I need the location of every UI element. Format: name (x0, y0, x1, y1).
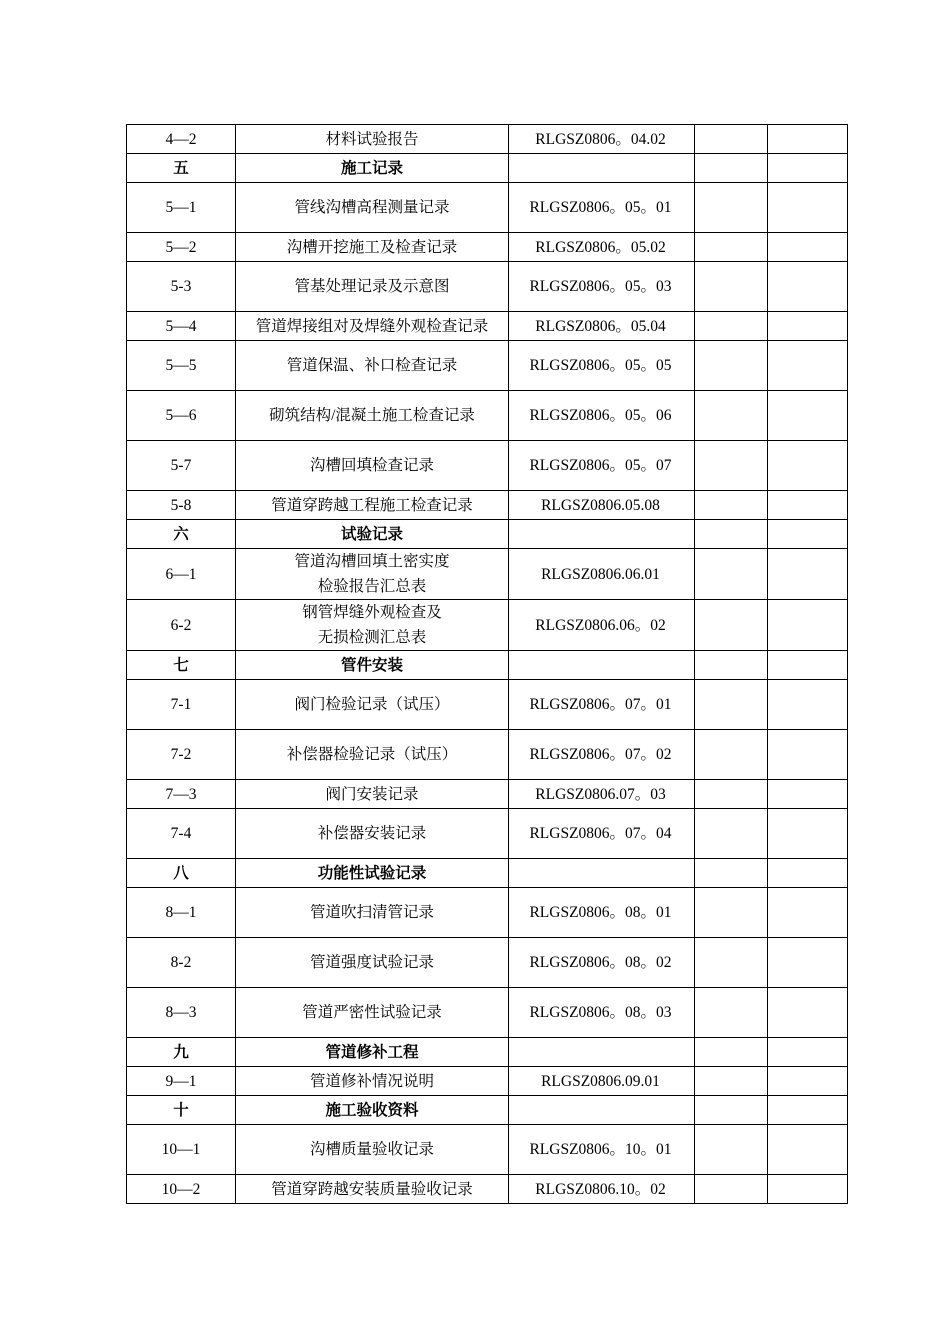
document-code: RLGSZ0806.06.01 (509, 549, 695, 600)
blank-cell-4 (695, 549, 768, 600)
item-name: 管道修补情况说明 (236, 1067, 509, 1096)
blank-cell-4 (695, 809, 768, 859)
section-header-row (127, 1096, 848, 1125)
item-name: 管道穿跨越工程施工检查记录 (236, 491, 509, 520)
item-number: 6-2 (127, 600, 236, 651)
section-number: 六 (127, 520, 236, 549)
item-number: 8—3 (127, 988, 236, 1038)
document-code: RLGSZ0806。05。07 (509, 441, 695, 491)
table-row (127, 600, 848, 651)
item-number: 5—2 (127, 233, 236, 262)
blank-cell-4 (695, 730, 768, 780)
item-number: 6—1 (127, 549, 236, 600)
document-code: RLGSZ0806。04.02 (509, 125, 695, 154)
blank-cell-4 (695, 938, 768, 988)
blank-cell-5 (768, 183, 848, 233)
document-code: RLGSZ0806。05。01 (509, 183, 695, 233)
blank-cell-4 (695, 233, 768, 262)
blank-cell-4 (695, 680, 768, 730)
blank-cell-5 (768, 1125, 848, 1175)
blank-cell-4 (695, 125, 768, 154)
table-row (127, 809, 848, 859)
item-name-line-2: 检验报告汇总表 (317, 578, 427, 595)
item-number: 5-3 (127, 262, 236, 312)
blank-cell-5 (768, 341, 848, 391)
table-row (127, 125, 848, 154)
item-name: 管道穿跨越安装质量验收记录 (236, 1175, 509, 1204)
item-number: 7-2 (127, 730, 236, 780)
item-number: 8—1 (127, 888, 236, 938)
document-code (509, 1096, 695, 1125)
blank-cell-5 (768, 1096, 848, 1125)
blank-cell-4 (695, 491, 768, 520)
table-row (127, 1125, 848, 1175)
item-name: 沟槽开挖施工及检查记录 (236, 233, 509, 262)
blank-cell-4 (695, 341, 768, 391)
section-header-row (127, 520, 848, 549)
section-title: 管道修补工程 (236, 1038, 509, 1067)
document-code: RLGSZ0806。05。05 (509, 341, 695, 391)
blank-cell-4 (695, 391, 768, 441)
blank-cell-4 (695, 600, 768, 651)
item-number: 7-1 (127, 680, 236, 730)
item-number: 10—2 (127, 1175, 236, 1204)
table-row (127, 341, 848, 391)
blank-cell-5 (768, 988, 848, 1038)
document-code: RLGSZ0806。08。01 (509, 888, 695, 938)
item-name: 管线沟槽高程测量记录 (236, 183, 509, 233)
blank-cell-4 (695, 183, 768, 233)
table-row (127, 888, 848, 938)
section-number: 九 (127, 1038, 236, 1067)
section-number: 五 (127, 154, 236, 183)
section-number: 十 (127, 1096, 236, 1125)
blank-cell-5 (768, 1175, 848, 1204)
item-number: 7-4 (127, 809, 236, 859)
table-row (127, 1067, 848, 1096)
blank-cell-4 (695, 441, 768, 491)
table-row (127, 233, 848, 262)
section-title: 功能性试验记录 (236, 859, 509, 888)
document-code (509, 1038, 695, 1067)
table-row (127, 988, 848, 1038)
document-code (509, 651, 695, 680)
document-code: RLGSZ0806。05.04 (509, 312, 695, 341)
item-name-line-1: 管道沟槽回填土密实度 (294, 553, 450, 570)
blank-cell-5 (768, 549, 848, 600)
blank-cell-4 (695, 780, 768, 809)
document-code: RLGSZ0806.10。02 (509, 1175, 695, 1204)
blank-cell-5 (768, 780, 848, 809)
item-number: 4—2 (127, 125, 236, 154)
blank-cell-5 (768, 1067, 848, 1096)
section-title: 施工记录 (236, 154, 509, 183)
item-name: 管道吹扫清管记录 (236, 888, 509, 938)
document-code (509, 154, 695, 183)
document-code: RLGSZ0806。08。03 (509, 988, 695, 1038)
item-number: 9—1 (127, 1067, 236, 1096)
table-row (127, 938, 848, 988)
item-name-line-2: 无损检测汇总表 (317, 629, 427, 646)
document-code: RLGSZ0806。07。04 (509, 809, 695, 859)
section-number: 八 (127, 859, 236, 888)
blank-cell-5 (768, 491, 848, 520)
blank-cell-4 (695, 154, 768, 183)
blank-cell-5 (768, 262, 848, 312)
index-table (126, 124, 848, 1204)
item-number: 5-7 (127, 441, 236, 491)
blank-cell-5 (768, 391, 848, 441)
table-row (127, 312, 848, 341)
document-code: RLGSZ0806。10。01 (509, 1125, 695, 1175)
item-number: 8-2 (127, 938, 236, 988)
blank-cell-5 (768, 312, 848, 341)
blank-cell-5 (768, 520, 848, 549)
section-number: 七 (127, 651, 236, 680)
item-number: 5—6 (127, 391, 236, 441)
section-header-row (127, 859, 848, 888)
item-name: 管道强度试验记录 (236, 938, 509, 988)
item-number: 5—1 (127, 183, 236, 233)
document-code: RLGSZ0806.05.08 (509, 491, 695, 520)
blank-cell-4 (695, 262, 768, 312)
document-code (509, 520, 695, 549)
document-code: RLGSZ0806.06。02 (509, 600, 695, 651)
item-name: 管道保温、补口检查记录 (236, 341, 509, 391)
table-row (127, 680, 848, 730)
item-name: 管道严密性试验记录 (236, 988, 509, 1038)
item-number: 10—1 (127, 1125, 236, 1175)
item-name: 砌筑结构/混凝土施工检查记录 (236, 391, 509, 441)
section-header-row (127, 1038, 848, 1067)
blank-cell-4 (695, 1067, 768, 1096)
blank-cell-4 (695, 859, 768, 888)
blank-cell-4 (695, 1096, 768, 1125)
blank-cell-5 (768, 1038, 848, 1067)
blank-cell-5 (768, 938, 848, 988)
item-name: 补偿器检验记录（试压） (236, 730, 509, 780)
blank-cell-5 (768, 809, 848, 859)
blank-cell-4 (695, 1125, 768, 1175)
section-header-row (127, 651, 848, 680)
blank-cell-5 (768, 233, 848, 262)
blank-cell-5 (768, 154, 848, 183)
document-code: RLGSZ0806。05.02 (509, 233, 695, 262)
section-header-row (127, 154, 848, 183)
item-name (236, 549, 509, 600)
document-code: RLGSZ0806。05。03 (509, 262, 695, 312)
item-name: 管基处理记录及示意图 (236, 262, 509, 312)
table-row (127, 183, 848, 233)
blank-cell-4 (695, 520, 768, 549)
item-name: 材料试验报告 (236, 125, 509, 154)
document-code (509, 859, 695, 888)
table-row (127, 780, 848, 809)
blank-cell-5 (768, 651, 848, 680)
blank-cell-5 (768, 888, 848, 938)
item-name: 沟槽回填检查记录 (236, 441, 509, 491)
blank-cell-4 (695, 1175, 768, 1204)
blank-cell-4 (695, 651, 768, 680)
item-name: 补偿器安装记录 (236, 809, 509, 859)
item-number: 5-8 (127, 491, 236, 520)
blank-cell-5 (768, 730, 848, 780)
table-row (127, 491, 848, 520)
document-code: RLGSZ0806。07。01 (509, 680, 695, 730)
item-number: 7—3 (127, 780, 236, 809)
document-code: RLGSZ0806.07。03 (509, 780, 695, 809)
document-code: RLGSZ0806。08。02 (509, 938, 695, 988)
table-row (127, 1175, 848, 1204)
item-number: 5—5 (127, 341, 236, 391)
table-row (127, 391, 848, 441)
index-table-body (127, 125, 848, 1204)
blank-cell-4 (695, 1038, 768, 1067)
section-title: 施工验收资料 (236, 1096, 509, 1125)
blank-cell-5 (768, 600, 848, 651)
section-title: 管件安装 (236, 651, 509, 680)
table-row (127, 441, 848, 491)
item-name: 阀门检验记录（试压） (236, 680, 509, 730)
item-name-line-1: 钢管焊缝外观检查及 (302, 604, 442, 621)
blank-cell-4 (695, 988, 768, 1038)
blank-cell-4 (695, 888, 768, 938)
document-code: RLGSZ0806.09.01 (509, 1067, 695, 1096)
blank-cell-5 (768, 859, 848, 888)
document-code: RLGSZ0806。05。06 (509, 391, 695, 441)
section-title: 试验记录 (236, 520, 509, 549)
item-name: 管道焊接组对及焊缝外观检查记录 (236, 312, 509, 341)
blank-cell-5 (768, 441, 848, 491)
table-row (127, 262, 848, 312)
item-name: 沟槽质量验收记录 (236, 1125, 509, 1175)
blank-cell-5 (768, 680, 848, 730)
item-number: 5—4 (127, 312, 236, 341)
item-name (236, 600, 509, 651)
document-code: RLGSZ0806。07。02 (509, 730, 695, 780)
table-row (127, 549, 848, 600)
blank-cell-5 (768, 125, 848, 154)
item-name: 阀门安装记录 (236, 780, 509, 809)
table-row (127, 730, 848, 780)
blank-cell-4 (695, 312, 768, 341)
